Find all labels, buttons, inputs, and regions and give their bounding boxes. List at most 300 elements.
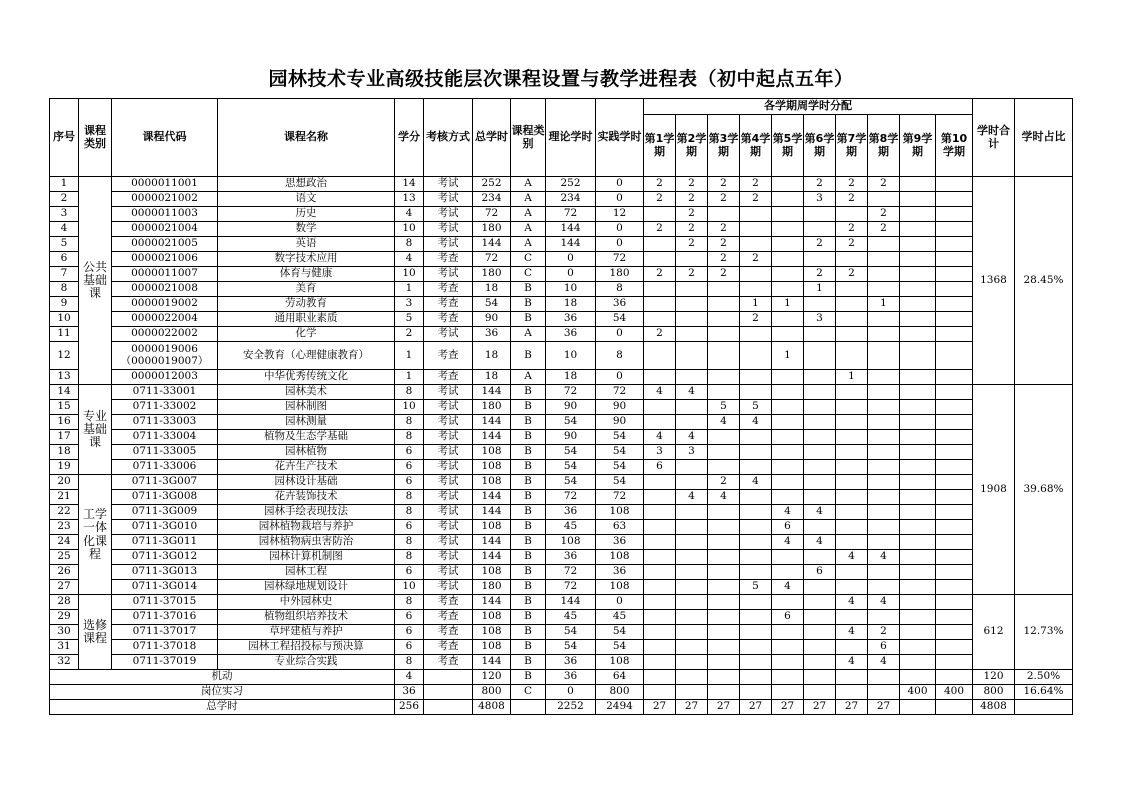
row-course-type: A [511, 192, 546, 207]
row-name: 花卉装饰技术 [218, 490, 395, 505]
row-week-7 [836, 445, 868, 460]
row-week-10 [936, 505, 973, 520]
row-week-5 [772, 490, 804, 505]
row-week-2: 4 [676, 430, 708, 445]
table-row [50, 595, 1073, 610]
row-seq: 17 [50, 430, 79, 445]
summary-row [50, 685, 1073, 700]
summary-hours-sum: 120 [973, 670, 1015, 685]
header-semester-6: 第6学期 [804, 115, 836, 177]
row-week-5 [772, 445, 804, 460]
row-course-type: B [511, 475, 546, 490]
row-week-8 [868, 610, 900, 625]
row-seq: 13 [50, 370, 79, 385]
row-assessment: 考查 [424, 595, 473, 610]
row-assessment: 考试 [424, 550, 473, 565]
row-week-1: 2 [644, 192, 676, 207]
row-week-8 [868, 430, 900, 445]
summary-week-6 [804, 685, 836, 700]
row-practice-hours: 0 [596, 192, 644, 207]
row-week-2 [676, 625, 708, 640]
row-assessment: 考试 [424, 430, 473, 445]
table-row [50, 460, 1073, 475]
row-total-hours: 252 [473, 177, 511, 192]
header-category: 课程类别 [79, 99, 112, 177]
row-name: 园林植物 [218, 445, 395, 460]
row-week-4 [740, 595, 772, 610]
row-week-8: 4 [868, 550, 900, 565]
row-code: 0000022002 [112, 327, 218, 342]
row-practice-hours: 0 [596, 222, 644, 237]
row-total-hours: 108 [473, 610, 511, 625]
row-week-9 [900, 177, 936, 192]
row-course-type: B [511, 415, 546, 430]
row-week-8 [868, 580, 900, 595]
row-week-5 [772, 192, 804, 207]
row-week-7: 2 [836, 267, 868, 282]
row-week-9 [900, 655, 936, 670]
summary-practice-hours: 64 [596, 670, 644, 685]
summary-practice-hours: 2494 [596, 700, 644, 715]
row-week-3 [708, 520, 740, 535]
row-assessment: 考试 [424, 222, 473, 237]
row-week-6 [804, 460, 836, 475]
row-week-8: 2 [868, 222, 900, 237]
row-theory-hours: 54 [546, 460, 596, 475]
row-theory-hours: 36 [546, 505, 596, 520]
row-week-4: 4 [740, 415, 772, 430]
row-week-7 [836, 282, 868, 297]
row-week-6 [804, 610, 836, 625]
row-week-1 [644, 282, 676, 297]
row-week-4 [740, 282, 772, 297]
row-week-6: 4 [804, 505, 836, 520]
row-week-1 [644, 342, 676, 370]
table-row [50, 252, 1073, 267]
row-week-5: 1 [772, 297, 804, 312]
row-week-4 [740, 535, 772, 550]
row-total-hours: 144 [473, 415, 511, 430]
row-theory-hours: 108 [546, 535, 596, 550]
row-week-9 [900, 222, 936, 237]
row-week-8 [868, 237, 900, 252]
table-row [50, 342, 1073, 370]
summary-theory-hours: 36 [546, 670, 596, 685]
summary-week-4 [740, 670, 772, 685]
row-week-7 [836, 535, 868, 550]
row-practice-hours: 0 [596, 370, 644, 385]
row-week-10 [936, 655, 973, 670]
row-code: 0711-3G009 [112, 505, 218, 520]
group-hours-sum: 1368 [973, 177, 1015, 385]
row-total-hours: 18 [473, 370, 511, 385]
row-week-1 [644, 625, 676, 640]
row-week-7 [836, 252, 868, 267]
row-name: 英语 [218, 237, 395, 252]
row-seq: 31 [50, 640, 79, 655]
row-week-9 [900, 237, 936, 252]
row-theory-hours: 144 [546, 237, 596, 252]
row-week-3: 4 [708, 415, 740, 430]
table-row [50, 505, 1073, 520]
row-week-7 [836, 327, 868, 342]
row-week-2 [676, 475, 708, 490]
group-hours-pct: 39.68% [1015, 385, 1073, 595]
row-week-1 [644, 207, 676, 222]
row-week-9 [900, 475, 936, 490]
row-week-3 [708, 655, 740, 670]
row-name: 园林美术 [218, 385, 395, 400]
header-total-hours: 总学时 [473, 99, 511, 177]
row-week-4: 2 [740, 312, 772, 327]
row-week-4 [740, 237, 772, 252]
summary-week-2: 27 [676, 700, 708, 715]
row-practice-hours: 108 [596, 580, 644, 595]
row-code: 0711-3G007 [112, 475, 218, 490]
header-name: 课程名称 [218, 99, 395, 177]
row-code: 0711-33006 [112, 460, 218, 475]
table-row [50, 192, 1073, 207]
row-week-2 [676, 610, 708, 625]
row-week-10 [936, 222, 973, 237]
row-week-9 [900, 342, 936, 370]
row-week-1: 2 [644, 177, 676, 192]
row-code: 0711-37015 [112, 595, 218, 610]
row-practice-hours: 54 [596, 640, 644, 655]
row-week-1: 2 [644, 267, 676, 282]
group-hours-sum: 1908 [973, 385, 1015, 595]
row-week-1: 2 [644, 222, 676, 237]
row-week-7 [836, 297, 868, 312]
summary-course-type: C [511, 685, 546, 700]
row-week-3 [708, 327, 740, 342]
table-row [50, 267, 1073, 282]
row-course-type: A [511, 222, 546, 237]
row-seq: 4 [50, 222, 79, 237]
row-week-2 [676, 342, 708, 370]
row-week-4 [740, 222, 772, 237]
row-practice-hours: 45 [596, 610, 644, 625]
header-code: 课程代码 [112, 99, 218, 177]
row-practice-hours: 0 [596, 595, 644, 610]
row-week-10 [936, 625, 973, 640]
header-semester-10: 第10学期 [936, 115, 973, 177]
row-week-9 [900, 490, 936, 505]
row-week-8: 1 [868, 297, 900, 312]
row-week-7: 4 [836, 550, 868, 565]
row-week-1: 4 [644, 430, 676, 445]
table-row [50, 655, 1073, 670]
row-practice-hours: 54 [596, 460, 644, 475]
category-label: 工学一体化课程 [79, 475, 112, 595]
row-total-hours: 36 [473, 327, 511, 342]
row-week-7: 2 [836, 177, 868, 192]
row-credits: 8 [395, 385, 424, 400]
row-credits: 1 [395, 370, 424, 385]
row-assessment: 考试 [424, 400, 473, 415]
row-week-4: 5 [740, 400, 772, 415]
row-week-4: 2 [740, 177, 772, 192]
row-week-2 [676, 640, 708, 655]
summary-week-8 [868, 670, 900, 685]
row-week-6: 1 [804, 282, 836, 297]
row-name: 园林绿地规划设计 [218, 580, 395, 595]
row-week-1: 2 [644, 327, 676, 342]
row-credits: 10 [395, 222, 424, 237]
row-week-6 [804, 342, 836, 370]
row-week-7 [836, 430, 868, 445]
row-course-type: B [511, 460, 546, 475]
row-theory-hours: 54 [546, 445, 596, 460]
row-week-4: 5 [740, 580, 772, 595]
row-week-7 [836, 460, 868, 475]
row-practice-hours: 108 [596, 655, 644, 670]
row-total-hours: 72 [473, 252, 511, 267]
row-assessment: 考试 [424, 505, 473, 520]
summary-hours-pct: 16.64% [1015, 685, 1073, 700]
row-week-7: 2 [836, 237, 868, 252]
row-total-hours: 108 [473, 520, 511, 535]
row-credits: 8 [395, 550, 424, 565]
row-credits: 1 [395, 282, 424, 297]
row-week-3: 2 [708, 252, 740, 267]
row-total-hours: 180 [473, 580, 511, 595]
row-week-8 [868, 445, 900, 460]
row-practice-hours: 108 [596, 505, 644, 520]
row-week-9 [900, 580, 936, 595]
row-total-hours: 72 [473, 207, 511, 222]
row-week-8 [868, 370, 900, 385]
row-week-1 [644, 415, 676, 430]
row-credits: 6 [395, 460, 424, 475]
row-week-5 [772, 475, 804, 490]
curriculum-table [49, 98, 1073, 715]
row-week-7 [836, 415, 868, 430]
row-week-1 [644, 490, 676, 505]
summary-week-9: 400 [900, 685, 936, 700]
row-code: 0000011001 [112, 177, 218, 192]
row-week-4 [740, 430, 772, 445]
row-week-5 [772, 430, 804, 445]
row-name: 通用职业素质 [218, 312, 395, 327]
row-week-2: 2 [676, 207, 708, 222]
row-assessment: 考查 [424, 297, 473, 312]
summary-week-2 [676, 685, 708, 700]
row-assessment: 考试 [424, 490, 473, 505]
row-week-5: 1 [772, 342, 804, 370]
row-week-1 [644, 580, 676, 595]
row-week-1 [644, 595, 676, 610]
row-week-4 [740, 640, 772, 655]
row-week-7: 4 [836, 655, 868, 670]
row-week-10 [936, 475, 973, 490]
summary-week-8: 27 [868, 700, 900, 715]
row-total-hours: 108 [473, 475, 511, 490]
row-week-10 [936, 267, 973, 282]
row-week-1 [644, 565, 676, 580]
summary-hours-sum: 4808 [973, 700, 1015, 715]
row-week-10 [936, 490, 973, 505]
row-week-7 [836, 610, 868, 625]
summary-credits: 256 [395, 700, 424, 715]
row-assessment: 考试 [424, 237, 473, 252]
summary-label: 机动 [50, 670, 395, 685]
row-assessment: 考试 [424, 267, 473, 282]
row-theory-hours: 72 [546, 580, 596, 595]
row-week-5: 4 [772, 505, 804, 520]
summary-label: 岗位实习 [50, 685, 395, 700]
row-seq: 14 [50, 385, 79, 400]
row-week-3: 2 [708, 222, 740, 237]
row-week-4 [740, 370, 772, 385]
row-week-6 [804, 222, 836, 237]
row-total-hours: 144 [473, 237, 511, 252]
summary-week-3: 27 [708, 700, 740, 715]
row-week-3 [708, 385, 740, 400]
row-assessment: 考试 [424, 460, 473, 475]
table-row [50, 207, 1073, 222]
row-total-hours: 90 [473, 312, 511, 327]
row-week-6 [804, 490, 836, 505]
row-code: 0000021005 [112, 237, 218, 252]
row-week-1 [644, 505, 676, 520]
row-week-1 [644, 370, 676, 385]
row-code: 0000019002 [112, 297, 218, 312]
row-credits: 6 [395, 610, 424, 625]
row-seq: 9 [50, 297, 79, 312]
row-code: 0711-3G012 [112, 550, 218, 565]
row-week-9 [900, 520, 936, 535]
table-row [50, 580, 1073, 595]
row-total-hours: 108 [473, 625, 511, 640]
row-week-6 [804, 445, 836, 460]
row-assessment: 考查 [424, 282, 473, 297]
row-week-2 [676, 655, 708, 670]
summary-credits: 4 [395, 670, 424, 685]
row-week-4 [740, 550, 772, 565]
row-week-6 [804, 625, 836, 640]
row-theory-hours: 45 [546, 610, 596, 625]
row-week-2 [676, 282, 708, 297]
row-week-3 [708, 445, 740, 460]
row-code: 0711-3G008 [112, 490, 218, 505]
row-credits: 6 [395, 640, 424, 655]
row-week-10 [936, 370, 973, 385]
row-week-8 [868, 475, 900, 490]
row-seq: 18 [50, 445, 79, 460]
row-code: 0711-3G011 [112, 535, 218, 550]
row-week-10 [936, 520, 973, 535]
row-practice-hours: 54 [596, 625, 644, 640]
row-practice-hours: 54 [596, 475, 644, 490]
row-assessment: 考查 [424, 655, 473, 670]
row-week-10 [936, 400, 973, 415]
row-week-6 [804, 520, 836, 535]
row-credits: 8 [395, 237, 424, 252]
summary-week-5 [772, 670, 804, 685]
row-week-3: 4 [708, 490, 740, 505]
row-credits: 10 [395, 267, 424, 282]
row-week-3: 2 [708, 177, 740, 192]
row-week-3 [708, 580, 740, 595]
row-theory-hours: 36 [546, 327, 596, 342]
row-week-6 [804, 655, 836, 670]
row-week-5 [772, 640, 804, 655]
row-assessment: 考试 [424, 207, 473, 222]
summary-row [50, 700, 1073, 715]
row-seq: 16 [50, 415, 79, 430]
row-practice-hours: 0 [596, 177, 644, 192]
row-week-8 [868, 267, 900, 282]
row-week-10 [936, 460, 973, 475]
row-week-8 [868, 565, 900, 580]
row-week-4 [740, 490, 772, 505]
row-total-hours: 234 [473, 192, 511, 207]
row-week-9 [900, 505, 936, 520]
row-code: 0000021002 [112, 192, 218, 207]
header-semester-7: 第7学期 [836, 115, 868, 177]
row-week-2: 3 [676, 445, 708, 460]
table-row [50, 640, 1073, 655]
row-week-2 [676, 297, 708, 312]
row-course-type: B [511, 312, 546, 327]
row-name: 数学 [218, 222, 395, 237]
row-credits: 8 [395, 430, 424, 445]
summary-total-hours: 4808 [473, 700, 511, 715]
row-week-4 [740, 342, 772, 370]
row-credits: 8 [395, 505, 424, 520]
summary-week-9 [900, 670, 936, 685]
row-week-8: 4 [868, 655, 900, 670]
row-week-2: 4 [676, 385, 708, 400]
row-seq: 2 [50, 192, 79, 207]
row-week-8 [868, 490, 900, 505]
row-week-2: 2 [676, 237, 708, 252]
row-week-10 [936, 610, 973, 625]
row-week-8 [868, 535, 900, 550]
row-total-hours: 144 [473, 550, 511, 565]
row-theory-hours: 18 [546, 370, 596, 385]
row-total-hours: 144 [473, 385, 511, 400]
row-name: 体育与健康 [218, 267, 395, 282]
row-week-7 [836, 490, 868, 505]
row-week-10 [936, 430, 973, 445]
row-seq: 15 [50, 400, 79, 415]
row-name: 园林测量 [218, 415, 395, 430]
group-hours-sum: 612 [973, 595, 1015, 670]
row-week-7: 4 [836, 625, 868, 640]
row-week-10 [936, 207, 973, 222]
row-course-type: B [511, 430, 546, 445]
row-theory-hours: 10 [546, 342, 596, 370]
row-week-2 [676, 327, 708, 342]
row-total-hours: 108 [473, 565, 511, 580]
row-week-7 [836, 400, 868, 415]
row-course-type: B [511, 550, 546, 565]
row-theory-hours: 54 [546, 640, 596, 655]
row-week-5 [772, 177, 804, 192]
row-week-7 [836, 207, 868, 222]
row-week-9 [900, 252, 936, 267]
row-assessment: 考试 [424, 177, 473, 192]
row-week-3 [708, 505, 740, 520]
row-credits: 5 [395, 312, 424, 327]
row-week-8 [868, 327, 900, 342]
row-course-type: B [511, 595, 546, 610]
row-theory-hours: 144 [546, 595, 596, 610]
row-week-7: 1 [836, 370, 868, 385]
row-week-6 [804, 580, 836, 595]
